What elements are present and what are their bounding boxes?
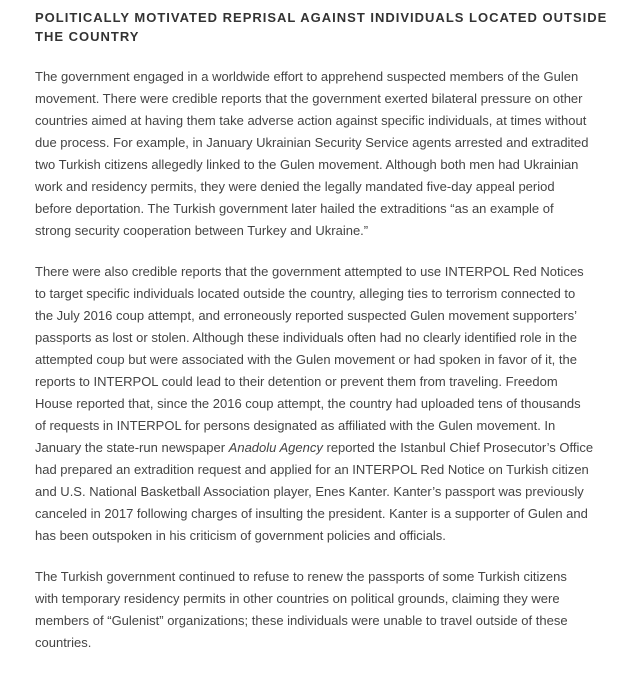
heading-line: THE COUNTRY xyxy=(35,29,140,44)
text-line: House reported that, since the 2016 coup attempt, the country had uploaded tens of thousands xyxy=(35,396,581,411)
text-segment: reported the Istanbul Chief Prosecutor’s Office xyxy=(322,440,594,455)
text-line: countries. xyxy=(35,635,92,650)
text-line: The Turkish government continued to refuse to renew the passports of some Turkish citizens xyxy=(35,569,567,584)
document xyxy=(35,8,615,673)
body-text xyxy=(35,66,615,654)
text-line: The government engaged in a worldwide effort to apprehend suspected members of the Gulen xyxy=(35,69,579,84)
paragraph xyxy=(35,566,615,654)
text-line: two Turkish citizens allegedly linked to the Gulen movement. Although both men had Ukrainian xyxy=(35,157,579,172)
text-line: members of “Gulenist” organizations; these individuals were unable to travel outside of these xyxy=(35,613,568,628)
text-line: work and residency permits, they were denied the legally mandated five-day appeal period xyxy=(35,179,555,194)
text-line: There were also credible reports that the government attempted to use INTERPOL Red Notices xyxy=(35,264,584,279)
heading-line: POLITICALLY MOTIVATED REPRISAL AGAINST INDIVIDUALS LOCATED OUTSIDE xyxy=(35,10,608,25)
publication-name: Anadolu Agency xyxy=(228,440,323,455)
text-line: countries aimed at having them take adverse action against specific individuals, at times without xyxy=(35,113,587,128)
text-line: to target specific individuals located outside the country, alleging ties to terrorism connected to xyxy=(35,286,576,301)
text-line: passports as lost or stolen. Although these individuals often had no clearly identified role in the xyxy=(35,330,578,345)
text-line: strong security cooperation between Turkey and Ukraine.” xyxy=(35,223,369,238)
text-line: the July 2016 coup attempt, and erroneously reported suspected Gulen movement supporters’ xyxy=(35,308,577,323)
text-line: had prepared an extradition request and applied for an INTERPOL Red Notice on Turkish citizen xyxy=(35,462,589,477)
text-line: due process. For example, in January Ukrainian Security Service agents arrested and extradited xyxy=(35,135,589,150)
paragraph xyxy=(35,261,615,547)
text-line: reports to INTERPOL could lead to their detention or prevent them from traveling. Freedom xyxy=(35,374,558,389)
text-line: with temporary residency permits in other countries on political grounds, claiming they were xyxy=(35,591,560,606)
text-line: has been outspoken in his criticism of government policies and officials. xyxy=(35,528,446,543)
paragraph xyxy=(35,66,615,242)
text-line: movement. There were credible reports that the government exerted bilateral pressure on other xyxy=(35,91,583,106)
text-line: before deportation. The Turkish government later hailed the extraditions “as an example of xyxy=(35,201,554,216)
text-segment: January the state-run newspaper xyxy=(35,440,229,455)
text-line: attempted coup but were associated with the Gulen movement or had spoken in favor of it, the xyxy=(35,352,577,367)
text-line: and U.S. National Basketball Association player, Enes Kanter. Kanter’s passport was previously xyxy=(35,484,584,499)
text-line: canceled in 2017 following charges of insulting the president. Kanter is a supporter of Gulen and xyxy=(35,506,588,521)
text-line: of requests in INTERPOL for persons designated as affiliated with the Gulen movement. In xyxy=(35,418,556,433)
text-line xyxy=(35,437,615,459)
section-heading xyxy=(35,8,615,46)
